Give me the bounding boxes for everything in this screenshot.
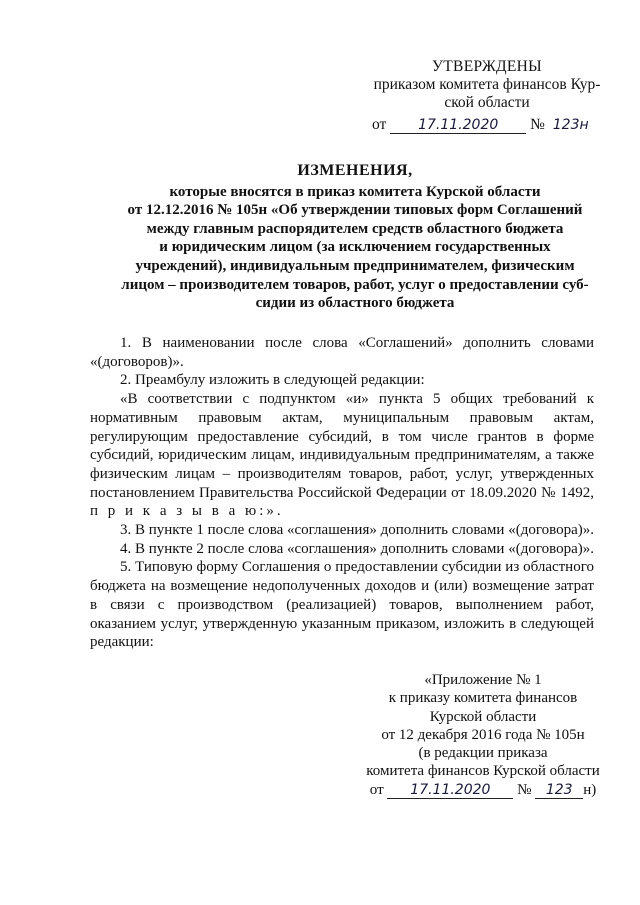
preamble-quote-end: п р и к а з ы в а ю:». <box>90 503 284 520</box>
heading-line: и юридическим лицом (за исключением государственных <box>159 239 551 256</box>
appendix-line-2: к приказу комитета финансов <box>388 690 578 707</box>
paragraph-item-2: 2. Преамбулу изложить в следующей редакции: <box>120 372 425 389</box>
appendix-line-4: от 12 декабря 2016 года № 105н <box>381 726 585 743</box>
appendix-line-5: (в редакции приказа <box>418 745 548 762</box>
appendix-header <box>366 671 600 799</box>
approval-date-handwritten: 17.11.2020 <box>390 117 526 134</box>
document-body <box>90 334 594 652</box>
approval-number-handwritten: 123н <box>552 117 589 133</box>
paragraph-item-4: 4. В пункте 2 после слова «соглашения» дополнить словами «(договора)». <box>120 540 594 557</box>
appendix-number-label: № <box>517 781 532 798</box>
heading-line: сидии из областного бюджета <box>255 295 455 312</box>
appendix-line-6: комитета финансов Курской области <box>366 763 600 780</box>
approval-stamp <box>372 58 602 134</box>
heading-line: которые вносятся в приказ комитета Курской области <box>169 183 541 200</box>
approval-line-1: приказом комитета финансов Кур- <box>373 76 601 93</box>
approval-line-2: ской области <box>444 94 530 111</box>
heading-line: между главным распорядителем средств областного бюджета <box>146 220 564 237</box>
appendix-number-handwritten: 123 <box>535 782 583 799</box>
approval-number-label: № <box>530 116 545 133</box>
appendix-number-suffix: н) <box>583 781 597 798</box>
paragraph-item-3: 3. В пункте 1 после слова «соглашения» дополнить словами «(договора)». <box>120 522 594 539</box>
heading-title: ИЗМЕНЕНИЯ, <box>297 162 413 179</box>
approval-date-number-line <box>372 116 602 134</box>
document-heading <box>110 162 600 313</box>
paragraph-item-1: 1. В наименовании после слова «Соглашений» дополнить словами «(договоров)». <box>90 335 594 370</box>
appendix-line-3: Курской области <box>429 708 537 725</box>
heading-line: от 12.12.2016 № 105н «Об утверждении типовых форм Соглашений <box>127 202 583 219</box>
paragraph-preamble-quote <box>90 390 594 521</box>
heading-line: учреждений), индивидуальным предпринимателем, физическим <box>135 257 575 274</box>
appendix-line-1: «Приложение № 1 <box>424 672 542 688</box>
appendix-date-handwritten: 17.11.2020 <box>387 782 513 799</box>
approval-title: УТВЕРЖДЕНЫ <box>432 58 542 75</box>
appendix-date-number-line <box>366 781 600 799</box>
approval-from-label: от <box>372 116 387 133</box>
paragraph-item-5: 5. Типовую форму Соглашения о предоставлении субсидии из областного бюджета на возмещение недополученных доходов и (или) возмещение затрат в связи с производством (реализацией) товаров, выполнением работ, оказанием услуг, утвержденную указанным приказом, изложить в следующей редакции: <box>90 559 594 651</box>
appendix-from-label: от <box>369 781 384 798</box>
heading-line: лицом – производителем товаров, работ, услуг о предоставлении суб- <box>121 276 589 293</box>
preamble-quote-text: «В соответствии с подпунктом «и» пункта 5 общих требований к нормативным правовым актам, муниципальным правовым актам, регулирующим предоставление субсидий, в том числе грантов в форме субсидий, юридическим лицам, индивидуальным предпринимателям, а также физическим лицам – производителям товаров, работ, услуг, утвержденных постановлением Правительства Российской Федерации от 18.09.2020 № 1492, <box>90 391 594 501</box>
